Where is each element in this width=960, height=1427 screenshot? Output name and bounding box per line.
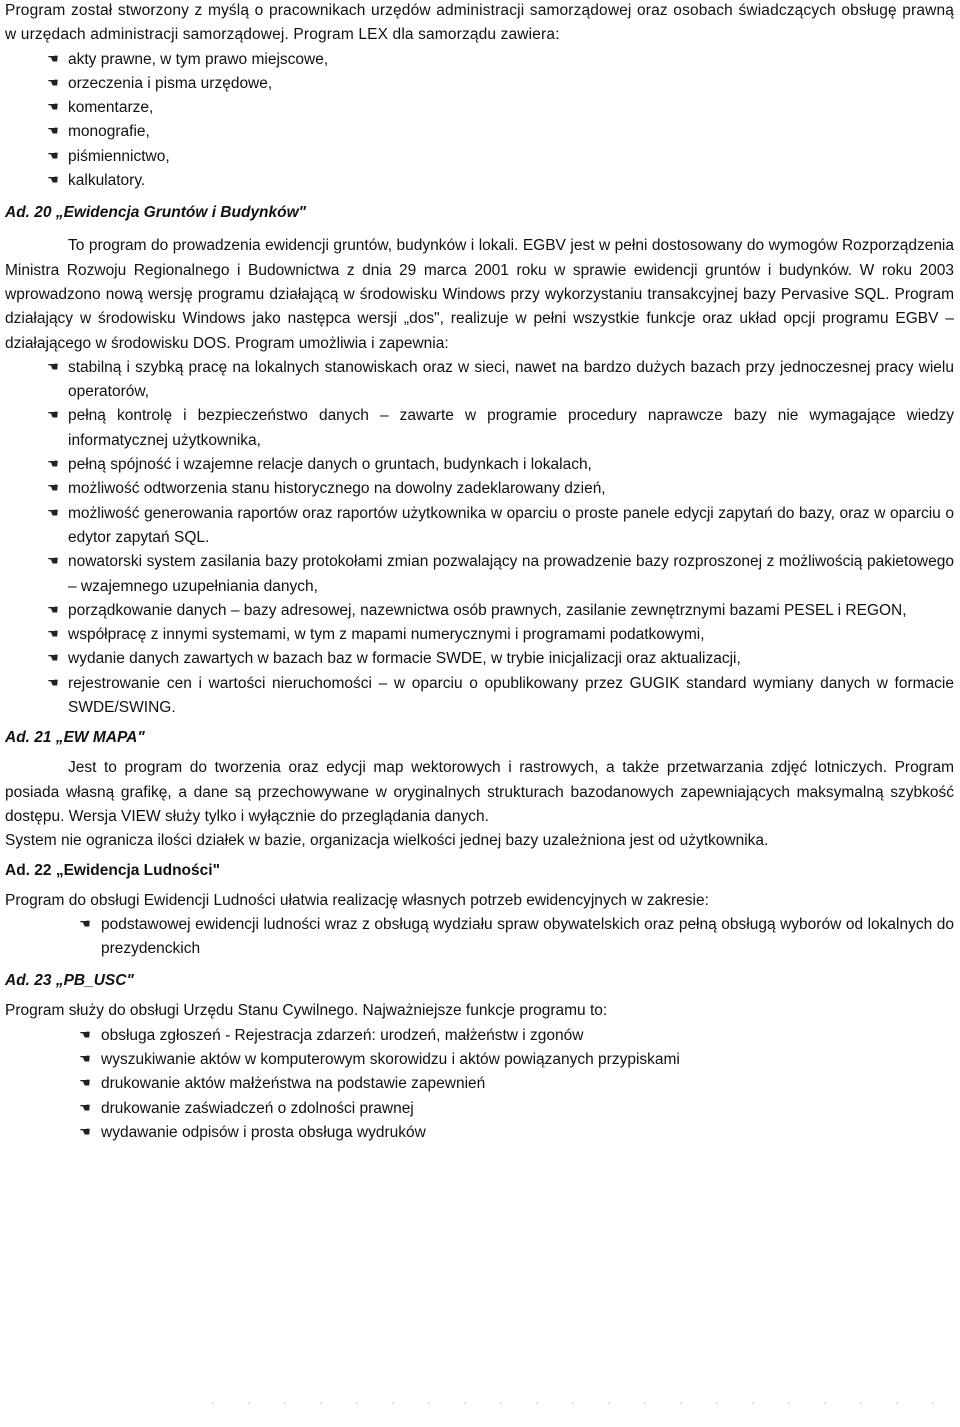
list-item-text: nowatorski system zasilania bazy protokołami zmian pozwalający na prowadzenie bazy rozproszonej z możliwością pakietowego – wzajemnego uzupełniania danych, bbox=[68, 553, 954, 595]
hand-pointer-icon: ☚ bbox=[47, 408, 59, 424]
hand-pointer-icon: ☚ bbox=[47, 51, 59, 67]
list-item-text: pełną kontrolę i bezpieczeństwo danych – zawarte w programie procedury naprawcze bazy nie wymagające wiedzy informatycznej użytkownika, bbox=[68, 407, 954, 449]
list-item bbox=[5, 477, 954, 501]
list-item bbox=[5, 502, 954, 551]
list-item-text: monografie, bbox=[68, 123, 150, 141]
list-item-text: drukowanie aktów małżeństwa na podstawie zapewnień bbox=[101, 1075, 486, 1093]
list-item bbox=[5, 1097, 954, 1121]
list-item-text: porządkowanie danych – bazy adresowej, nazewnictwa osób prawnych, zasilanie zewnętrznymi bazami PESEL i REGON, bbox=[68, 601, 907, 619]
hand-pointer-icon: ☚ bbox=[47, 173, 59, 189]
list-item bbox=[5, 1072, 954, 1096]
hand-pointer-icon: ☚ bbox=[47, 481, 59, 497]
hand-pointer-icon: ☚ bbox=[79, 1124, 91, 1140]
list-item bbox=[5, 647, 954, 671]
list-item-text: rejestrowanie cen i wartości nieruchomości – w oparciu o opublikowany przez GUGIK standard wymiany danych w formacie SWDE/SWING. bbox=[68, 674, 954, 717]
egbv-list bbox=[5, 356, 954, 720]
hand-pointer-icon: ☚ bbox=[47, 75, 59, 91]
list-item-text: obsługa zgłoszeń - Rejestracja zdarzeń: urodzeń, małżeństw i zgonów bbox=[101, 1026, 584, 1044]
hand-pointer-icon: ☚ bbox=[79, 1051, 91, 1067]
hand-pointer-icon: ☚ bbox=[79, 1027, 91, 1043]
egbv-paragraph: To program do prowadzenia ewidencji gruntów, budynków i lokali. EGBV jest w pełni dostosowany do wymogów Rozporządzenia Ministra Rozwoju Regionalnego i Budownictwa z dnia 29 marca 2001 roku w sprawie ewidencji gruntów i budynków. W roku 2003 wprowadzono nową wersję programu działającą w środowisku Windows przy wykorzystaniu transakcyjnej bazy Pervasive SQL. Program działający w środowisku Windows jako następca wersji „dos", realizuje w pełni wszystkie funkcje oraz układ opcji programu EGBV – działającego w środowisku DOS. Program umożliwia i zapewnia: bbox=[5, 237, 954, 352]
scan-noise bbox=[195, 1400, 945, 1406]
list-item-text: kalkulatory. bbox=[68, 172, 146, 190]
hand-pointer-icon: ☚ bbox=[47, 602, 59, 618]
list-item-text: wydanie danych zawartych w bazach baz w formacie SWDE, w trybie inicjalizacji oraz aktualizacji, bbox=[68, 650, 741, 668]
list-item-text: pełną spójność i wzajemne relacje danych o gruntach, budynkach i lokalach, bbox=[68, 456, 592, 474]
hand-pointer-icon: ☚ bbox=[47, 675, 59, 691]
list-item-text: możliwość odtworzenia stanu historycznego na dowolny zadeklarowany dzień, bbox=[68, 480, 606, 498]
list-item bbox=[5, 1121, 954, 1145]
lex-list bbox=[5, 48, 954, 194]
list-item bbox=[5, 169, 954, 193]
list-item bbox=[5, 72, 954, 96]
heading-ad-21: Ad. 21 „EW MAPA" bbox=[5, 729, 145, 747]
list-item bbox=[5, 120, 954, 144]
hand-pointer-icon: ☚ bbox=[47, 359, 59, 375]
list-item-text: komentarze, bbox=[68, 99, 154, 117]
pbusc-list bbox=[5, 1024, 954, 1145]
list-item bbox=[5, 404, 954, 453]
list-item-text: akty prawne, w tym prawo miejscowe, bbox=[68, 50, 329, 68]
heading-ad-22: Ad. 22 „Ewidencja Ludności" bbox=[5, 861, 220, 879]
ewmapa-paragraph-1: Jest to program do tworzenia oraz edycji map wektorowych i rastrowych, a także przetwarzania zdjęć lotniczych. Program posiada własną grafikę, a dane są przechowywane w oryginalnych strukturach bazodanowych zapewniających maksymalną szybkość dostępu. Wersja VIEW służy tylko i wyłącznie do przeglądania danych. bbox=[5, 759, 954, 825]
heading-ad-23: Ad. 23 „PB_USC" bbox=[5, 972, 134, 990]
ewmapa-paragraph-2: System nie ogranicza ilości działek w bazie, organizacja wielkości jednej bazy uzależniona jest od użytkownika. bbox=[5, 832, 769, 850]
hand-pointer-icon: ☚ bbox=[79, 1076, 91, 1092]
list-item bbox=[5, 599, 954, 623]
list-item-text: wydawanie odpisów i prosta obsługa wydruków bbox=[101, 1123, 426, 1141]
list-item-text: stabilną i szybką pracę na lokalnych stanowiskach oraz w sieci, nawet na bardzo dużych bazach przy jednoczesnej pracy wielu operatorów, bbox=[68, 358, 954, 401]
list-item bbox=[5, 550, 954, 599]
list-item-text: drukowanie zaświadczeń o zdolności prawnej bbox=[101, 1099, 414, 1117]
lex-intro: Program został stworzony z myślą o pracownikach urzędów administracji samorządowej oraz osobach świadczących obsługę prawną w urzędach administracji samorządowej. Program LEX dla samorządu zawiera: bbox=[5, 2, 954, 44]
hand-pointer-icon: ☚ bbox=[79, 1100, 91, 1116]
list-item bbox=[5, 672, 954, 721]
ludnosc-list bbox=[5, 913, 954, 962]
list-item bbox=[5, 145, 954, 169]
list-item bbox=[5, 623, 954, 647]
list-item-text: orzeczenia i pisma urzędowe, bbox=[68, 74, 273, 92]
list-item bbox=[5, 356, 954, 405]
hand-pointer-icon: ☚ bbox=[79, 916, 91, 932]
list-item-text: piśmiennictwo, bbox=[68, 147, 170, 165]
pbusc-paragraph: Program służy do obsługi Urzędu Stanu Cywilnego. Najważniejsze funkcje programu to: bbox=[5, 1002, 608, 1020]
hand-pointer-icon: ☚ bbox=[47, 554, 59, 570]
list-item bbox=[5, 913, 954, 962]
list-item-text: możliwość generowania raportów oraz raportów użytkownika w oparciu o proste panele edycji zapytań do bazy, oraz w oparciu o edytor zapytań SQL. bbox=[68, 504, 954, 546]
list-item bbox=[5, 48, 954, 72]
hand-pointer-icon: ☚ bbox=[47, 148, 59, 164]
hand-pointer-icon: ☚ bbox=[47, 124, 59, 140]
list-item bbox=[5, 453, 954, 477]
hand-pointer-icon: ☚ bbox=[47, 627, 59, 643]
list-item-text: współpracę z innymi systemami, w tym z mapami numerycznymi i programami podatkowymi, bbox=[68, 626, 705, 644]
hand-pointer-icon: ☚ bbox=[47, 457, 59, 473]
list-item bbox=[5, 1048, 954, 1072]
list-item bbox=[5, 96, 954, 120]
hand-pointer-icon: ☚ bbox=[47, 651, 59, 667]
hand-pointer-icon: ☚ bbox=[47, 100, 59, 116]
list-item bbox=[5, 1024, 954, 1048]
hand-pointer-icon: ☚ bbox=[47, 505, 59, 521]
heading-ad-20: Ad. 20 „Ewidencja Gruntów i Budynków" bbox=[5, 204, 307, 222]
list-item-text: podstawowej ewidencji ludności wraz z obsługą wydziału spraw obywatelskich oraz pełną obsługą wyborów od lokalnych do prezydenckich bbox=[101, 915, 954, 958]
list-item-text: wyszukiwanie aktów w komputerowym skorowidzu i aktów powiązanych przypiskami bbox=[101, 1050, 680, 1068]
ludnosc-paragraph: Program do obsługi Ewidencji Ludności ułatwia realizację własnych potrzeb ewidencyjnych w zakresie: bbox=[5, 891, 709, 909]
